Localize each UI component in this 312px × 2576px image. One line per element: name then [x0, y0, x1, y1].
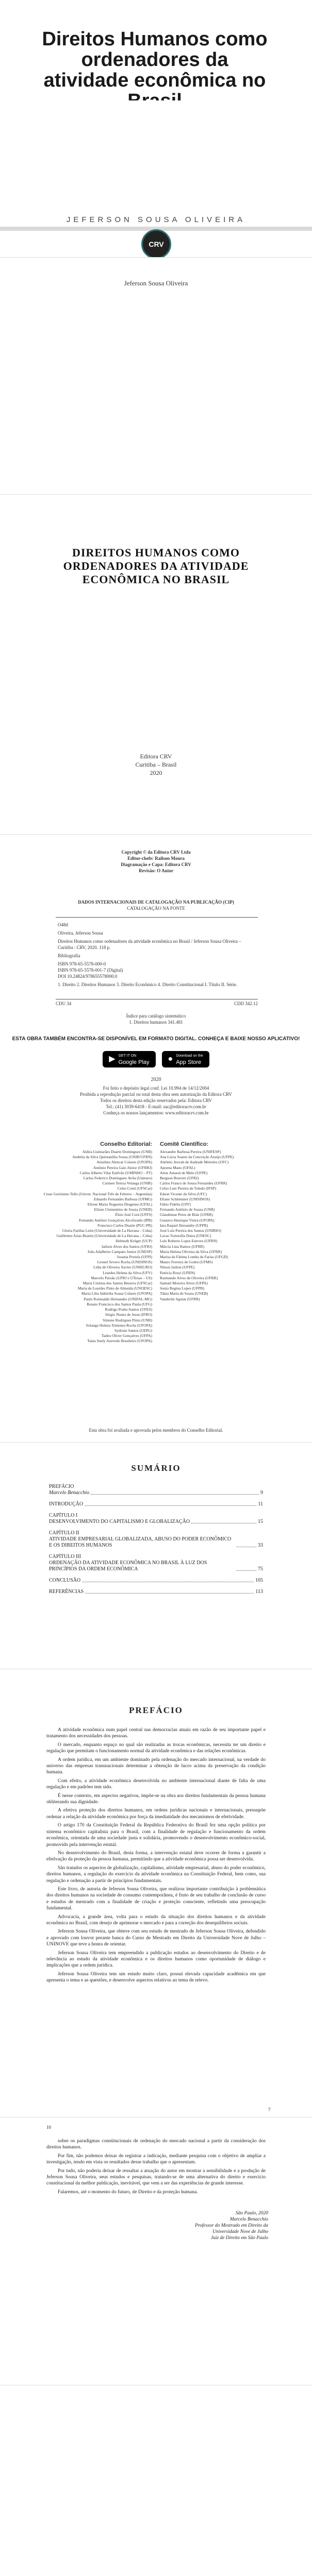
toc-leader: [91, 1494, 259, 1495]
catalog-index-entry: 1. Direitos humanos 341.481: [129, 1020, 183, 1025]
preface-body: [46, 1727, 266, 1986]
list-item: Fernando Antônio de Souza (UNB): [160, 1207, 215, 1212]
cover-image-band: [0, 100, 312, 209]
toc-page: 105: [255, 1578, 263, 1583]
catalog-index-title: Índice para catálogo sistemático: [126, 1013, 186, 1019]
google-play-badge[interactable]: [103, 1051, 155, 1067]
paragraph: O mercado, enquanto espaço no qual são realizadas as trocas econômicas, necessita ter um direito e regulação que permitam o funcionamento normal da atividade econômica e das relações econômicas.: [46, 1741, 266, 1754]
list-item: Fernando Antônio Gonçalves Alcoforado (IPB): [78, 1217, 152, 1223]
list-item: Solange Helena Ximenes-Rocha (UFOPA): [86, 1323, 152, 1328]
copyright-year: 2020: [151, 1077, 161, 1082]
review-line: Revisão: O Autor: [139, 868, 173, 873]
toc-label: INTRODUÇÃO: [49, 1501, 84, 1507]
preface-continued-body: [46, 2138, 266, 2197]
copyright-page: [0, 835, 312, 1443]
publication-year: 2020: [150, 769, 162, 776]
toc-leader: [85, 1593, 254, 1594]
list-item: Maria Lília Imbiriba Sousa Colares (UFOPA): [81, 1291, 152, 1296]
toc-page: 75: [258, 1566, 263, 1572]
list-item: Leonel Severo Rocha (UNISINOS): [97, 1260, 152, 1265]
app-store-badge[interactable]: [162, 1051, 209, 1067]
toc-leader: [85, 1505, 256, 1506]
paragraph: Este livro, de autoria de Jeferson Sousa Oliveira, que realizou importante contribuição à problemática dos direitos humanos na sociedade de consumo contemporânea, é fruto de seu trabalho de conclusão de curso e estudos de mestrado com a finalidade de criação e proteção consciente, refletindo uma preocupação fundamental.: [46, 1886, 266, 1911]
title-page: [0, 495, 312, 835]
list-item: Maria Cristina dos Santos Bezerra (UFSCar): [83, 1281, 152, 1286]
title-page-title: DIREITOS HUMANOS COMO ORDENADORES DA ATIVIDADE ECONÔMICA NO BRASIL: [63, 546, 249, 586]
list-item: Antônio Jeovah de Andrade Meireles (UFC): [160, 1160, 229, 1165]
cip-record: [56, 917, 258, 999]
list-item: Jailson Alves dos Santos (UFRJ): [101, 1244, 152, 1249]
cip-code: O48d: [58, 922, 68, 927]
toc-entry[interactable]: [49, 1530, 263, 1549]
list-item: Gustavo Henrique Vieira (UFOPA): [160, 1217, 215, 1223]
paragraph: Com efeito, a atividade econômica desenvolvida no ambiente internacional diante de falta de uma regulação e em padrões tem sido.: [46, 1777, 266, 1790]
paragraph: sobre os paradigmas constitucionais de ordenação do mercado nacional a partir da consideração dos direitos humanos.: [46, 2138, 266, 2150]
list-item: Guillermo Arias Beatón (Universidade de La Havana – Cuba): [56, 1233, 152, 1239]
rights-line-5: Conheça os nossos lançamentos: www.editoracrv.com.br: [103, 1110, 209, 1115]
half-title-author: Jeferson Sousa Oliveira: [124, 279, 188, 287]
paragraph: O artigo 170 da Constituição Federal da República Federativa do Brasil fez uma opção política por sistema econômico capitalista para o Brasil, com a finalidade de regulação e funcionamento da ordem econômica, orientada de uma sociedade justa e solidária, promovendo o desenvolvimento econômico-social, promovido pela intervenção estatal.: [46, 1822, 266, 1848]
list-item: Celso Luiz Pereira de Toledo (IFSP): [160, 1186, 217, 1191]
paragraph: Jeferson Sousa Oliveira tem empreendido a publicação estudos ao desenvolvimento do Direito e de relevância ao estudo da atividade econômica e os direitos humanos como oportunidade de diálogo e implicações que a ordem jurídica.: [46, 1950, 266, 1969]
toc-entry[interactable]: [49, 1554, 263, 1572]
cip-classification: [56, 1001, 258, 1007]
paragraph: São tratados os aspectos de globalização, capitalismo, atividade empresarial, abuso do poder econômico, direitos humanos, a regulação do exercício da atividade econômica na Constituição Federal, bem como, sua regulação e ordenação a partir de princípios fundamentais.: [46, 1865, 266, 1884]
cip-entry: Direitos Humanos como ordenadores da atividade econômica no Brasil / Jeferson Sousa Oliveira – Curitiba : CRV, 2020. 118 p.: [58, 939, 241, 950]
publisher-name: Editora CRV: [140, 753, 172, 760]
scientific-committee: [160, 1141, 276, 1344]
list-item: Gloria Fariñas León (Universidade de La Havana – Cuba): [62, 1228, 152, 1233]
list-item: Patrícia Rossi (UFRN): [160, 1270, 195, 1275]
toc-entry[interactable]: [49, 1513, 263, 1525]
design-line: Diagramação e Capa: Editora CRV: [121, 862, 191, 867]
ebook-notice: ESTA OBRA TAMBÉM ENCONTRA-SE DISPONÍVEL EM FORMATO DIGITAL. CONHEÇA E BAIXE NOSSO APLICATIVO!: [12, 1036, 300, 1042]
rights-line-3: Todos os direitos desta edição reservados pela: Editora CRV: [100, 1098, 212, 1103]
list-item: Marisa de Fátima Lomba de Farias (UFGD): [160, 1255, 228, 1260]
list-item: Glaudemar Peres de Bráz (UFRR): [160, 1212, 213, 1217]
cip-subheading: CATALOGAÇÃO NA FONTE: [127, 906, 185, 911]
list-item: Carmen Tereza Velanga (UNIR): [102, 1181, 152, 1186]
toc-entry[interactable]: [49, 1589, 263, 1595]
preface-signature: [170, 2210, 268, 2241]
list-item: Sydione Santos (UEPG): [114, 1328, 152, 1333]
toc-page: 33: [258, 1543, 263, 1548]
list-item: Rodrigo Pratte-Santos (UFES): [105, 1307, 152, 1312]
rights-line-2: Proibida a reprodução parcial ou total desta obra sem autorização da Editora CRV: [80, 1092, 232, 1097]
paragraph: Por fim, não podemos deixar de registrar a indicação, mediante pesquisa com o objetivo de ampliar a investigação, tendo em vista os resultados desse trabalho que o apresentam.: [46, 2153, 266, 2165]
list-item: Maria de Lourdes Pinto de Almeida (UNOESC): [77, 1286, 152, 1291]
app-store-text: Download on the App Store: [176, 1054, 203, 1065]
list-item: Lídia de Oliveira Xavier (UNIEURO): [93, 1265, 152, 1270]
paragraph: É nesse contexto, em aspectos negativos, impõe-se na obra aos direitos fundamentais da pessoa humana obliterando sua dignidade.: [46, 1792, 266, 1805]
table-of-contents: [49, 1484, 263, 1600]
list-item: Anselmo Alencar Colares (UFOPA): [96, 1160, 152, 1165]
list-item: Sérgio Nunes de Jesus (IFRO): [105, 1312, 152, 1317]
list-item: Ana Lúcia Soares da Conceição Araújo (UFPE): [160, 1155, 234, 1160]
cip-isbn-digital: ISBN 978-65-5578-001-7 (Digital): [58, 968, 123, 973]
apple-icon: ●: [168, 1055, 173, 1063]
toc-entry[interactable]: [49, 1578, 263, 1584]
paragraph: A efetiva proteção dos direitos humanos, em ordens jurídicas nacionais e internacionais, pressupõe ordenar a relação da atividade econômica por força da imediatidade dos mecanismos de efetividade.: [46, 1807, 266, 1820]
list-item: Antônio Pereira Gaio Júnior (UFRRJ): [93, 1165, 152, 1170]
toc-author: Marcelo Benacchio: [49, 1490, 90, 1496]
publisher-logo-icon: CRV: [141, 229, 171, 258]
toc-page: 15: [258, 1519, 263, 1524]
list-item: Samuel Moreira Alves (UFPA): [160, 1281, 208, 1286]
list-item: Tania Suely Azevedo Brasileiro (UFOPA): [87, 1338, 152, 1344]
toc-page: 113: [255, 1589, 263, 1595]
list-item: Mauro Ferreira de Godoi (UFMS): [160, 1260, 213, 1265]
toc-entry[interactable]: [49, 1501, 263, 1507]
list-item: Renato Francisco dos Santos Paula (UFG): [87, 1301, 152, 1307]
list-item: Maria Helena Oliveira da Silva (UFRR): [160, 1249, 222, 1254]
list-item: Vanderlei Aguiar (UFRR): [160, 1296, 200, 1301]
list-item: Aldira Guimarães Duarte Domínguez (UNB): [82, 1149, 152, 1154]
copyright-credits: [0, 849, 312, 874]
half-title-page: [0, 258, 312, 495]
paragraph: A atividade econômica num papel central nas democracias atuais em razão de seu importante papel e tratamento dos necessidades dos pessoas.: [46, 1727, 266, 1739]
toc-label: CAPÍTULO I DESENVOLVIMENTO DO CAPITALISMO E GLOBALIZAÇÃO: [49, 1513, 190, 1524]
summary-page: [0, 1443, 312, 1669]
list-item: Élsio José Corá (UFFS): [115, 1212, 152, 1217]
editorial-council: [36, 1141, 152, 1344]
list-item: Eliane Schlemmer (UNISINOS): [160, 1196, 210, 1201]
paragraph: Falaremos, até o momento do futuro, de Direito e da proteção humana.: [58, 2189, 198, 2195]
cover-title: Direitos Humanos como ordenadores da atividade econômica no: [42, 28, 268, 91]
toc-label: PREFÁCIO Marcelo Benacchio: [49, 1484, 90, 1496]
list-item: Francisco Carlos Duarte (PUC-PR): [97, 1223, 152, 1228]
cover-page: [0, 0, 312, 258]
toc-leader: [236, 1570, 256, 1571]
toc-label: CONCLUSÃO: [49, 1578, 81, 1583]
editorial-council-list: [36, 1149, 152, 1344]
app-store-badges: [0, 1051, 312, 1067]
list-item: Apoena Mano (UFAL): [160, 1165, 195, 1170]
paragraph: Advocacia, a grande área, volta para o estudo da situação dos direitos humanos e da atividade econômica no Brasil, com desejo de aprimorar o mercado e para a correção dos desequilíbrios sociais.: [46, 1913, 266, 1926]
toc-page: 9: [260, 1490, 263, 1496]
list-item: Bergson Bouvier (UFRJ): [160, 1176, 199, 1181]
signature-name: Marcelo Benacchio: [229, 2217, 268, 2222]
title-page-imprint: [0, 752, 312, 777]
cip-doi: DOI 10.24824/978655578000.0: [58, 974, 118, 979]
list-item: Lourdes Helena da Silva (UFV): [103, 1270, 152, 1275]
toc-label: CAPÍTULO III ORDENAÇÃO DA ATIVIDADE ECONÔMICA NO BRASIL À LUZ DOS PRINCÍPIOS DA ORDEM ECONÔMICA: [49, 1554, 207, 1572]
list-item: Luís Roberto Lopes Esteves (UFRN): [160, 1239, 218, 1244]
page-number: 7: [268, 2107, 271, 2112]
list-item: Cesar Gerónimo Tello (Univer. Nacional Três de Febrero – Argentina): [43, 1191, 152, 1196]
list-item: Carlos Franco de Sousa Fernandes (UFRR): [160, 1181, 227, 1186]
cip-isbn: ISBN 978-65-5578-000-0: [58, 961, 106, 967]
list-item: Raimundo Alves de Oliveira (UFRR): [160, 1275, 218, 1280]
toc-page: 11: [258, 1501, 263, 1507]
summary-title: SUMÁRIO: [131, 1463, 181, 1473]
list-item: Fábio Fidelis (UFF): [160, 1202, 191, 1207]
catalog-index: [0, 1013, 312, 1025]
list-item: Elizeu Clementino de Souza (UNEB): [94, 1207, 152, 1212]
list-item: Eduardo Fernandes Barbosa (UFMG): [93, 1196, 152, 1201]
list-item: Tadeu Oliver Gonçalves (UFPA): [101, 1333, 152, 1338]
toc-label: CAPÍTULO II ATIVIDADE EMPRESARIAL GLOBALIZADA, ABUSO DO PODER ECONÔMICO E OS DIREITOS HUMANOS: [49, 1530, 232, 1548]
cover-author: JEFERSON SOUSA OLIVEIRA: [66, 215, 246, 224]
cip-bibliography: Bibliografia: [58, 953, 80, 958]
paragraph: Por tudo, não poderia deixar de ressaltar a atuação do autor em mostrar a sensibilidade e a produção de Jeferson Sousa Oliveira, seus estudos e pesquisas, tratando-se de uma alternativa do direito e exercício constitucional da melhor publicação, inevitável, que vem a ser das experiências de grande interesse.: [46, 2167, 266, 2187]
list-item: Artur Amaral de Melo (UFPE): [160, 1170, 208, 1175]
signature-place: São Paulo, 2020: [235, 2211, 268, 2216]
preface-continued-page: [0, 2117, 312, 2385]
cip-author: Oliveira, Jeferson Sousa: [58, 930, 103, 936]
list-item: Celso Conti (UFSCar): [117, 1186, 152, 1191]
council-note: Esta obra foi avaliada e aprovada pelos membros do Conselho Editorial.: [89, 1428, 223, 1433]
copyright-line: Copyright © da Editora CRV Ltda: [121, 850, 191, 855]
list-item: Alexandre Barbosa Pereira (UNIFESP): [160, 1149, 221, 1154]
page-number: 10: [46, 2125, 51, 2130]
editor-line: Editor-chefe: Railson Moura: [127, 856, 185, 861]
list-item: Helmuth Krüger (UCP): [116, 1239, 152, 1244]
rights-notice: [0, 1085, 312, 1116]
paragraph: No desenvolvimento do Brasil, desta forma, a intervenção estatal deve ocorrer de forma a garantir a efetivação da proteção da pessoa humana, permitindo que a atividade econômica possa ser desenvolvida.: [46, 1850, 266, 1862]
cip-subjects: 1. Direito 2. Direitos Humanos 3. Direito Econômico 4. Direito Constitucional I. Título II. Série.: [58, 982, 238, 987]
list-item: Sonia Regina Lopes (UFPB): [160, 1286, 205, 1291]
toc-entry[interactable]: [49, 1484, 263, 1496]
list-item: Carlos Alberto Vilar Estêvão (UMINHO – PT): [79, 1170, 152, 1175]
editorial-boards: [36, 1141, 276, 1344]
publisher-city: Curitiba – Brasil: [135, 761, 177, 768]
list-item: Nilson Jailton (UFPE): [160, 1265, 195, 1270]
signature-role: Professor do Mestrado em Direito da Universidade Nove de Julho: [194, 2223, 268, 2234]
paragraph: Jeferson Sousa Oliveira tem um estudo muito claro, possui elevada capacidade acadêmica em que apresenta o tema e as questões, e desenvolve aspectos relativos ao tema de relevo.: [46, 1971, 266, 1984]
cip-cdd: CDD 342.12: [234, 1001, 258, 1006]
list-item: Elione Maria Nogueira Diogenes (UFAL): [87, 1202, 152, 1207]
rights-line-1: Foi feito o depósito legal conf. Lei 10.994 de 14/12/2004: [103, 1086, 209, 1091]
toc-label: REFERÊNCIAS: [49, 1589, 84, 1595]
google-play-text: GET IT ON Google Play: [118, 1054, 150, 1065]
list-item: João Adalberto Campato Junior (UNESP): [87, 1249, 152, 1254]
paragraph: Jeferson Sousa Oliveira, que obteve com seu estudo de mestrado de Jeferson Sousa Oliveira, defendido e aprovado com louvor perante banca do Curso de Mestrado em Direito da Universidade Nove de Julho – UNINOVE que teve a honra de orientar.: [46, 1928, 266, 1947]
signature-role: Juiz de Direito em São Paulo: [210, 2235, 268, 2241]
scientific-committee-list: [160, 1149, 276, 1302]
list-item: Simone Rodrigues Pinto (UNB): [102, 1317, 152, 1323]
list-item: Andréia da Silva Quintanilha Sousa (UNIR/UFRN): [72, 1155, 152, 1160]
list-item: Marcelo Paixão (UFRJ e UTexas – US): [91, 1275, 152, 1280]
rights-line-4: Tel.: (41) 3039-6418 - E-mail: sac@editoracrv.com.br: [106, 1104, 206, 1109]
cip-heading: DADOS INTERNACIONAIS DE CATALOGAÇÃO NA PUBLICAÇÃO (CIP): [78, 900, 234, 905]
paragraph: A ordem jurídica, em um ambiente dominado pela ordenação do mercado internacional, na verdade do universo das empresas transnacionais determinar a obtenção de lucro acima da preservação da condição humana.: [46, 1756, 266, 1775]
list-item: Márcia Lina Ramos (UFRR): [160, 1244, 205, 1249]
preface-title: PREFÁCIO: [129, 1705, 183, 1715]
list-item: José Luiz Pereira dos Santos (UNIRIO): [160, 1228, 221, 1233]
play-icon: ▶: [109, 1055, 116, 1063]
preface-page: [0, 1669, 312, 2117]
list-item: Paulo Romualdo Hernandes (UNIFAL-MG): [84, 1296, 152, 1301]
list-item: Edson Vicente da Silva (UFC): [160, 1191, 207, 1196]
list-item: Carlos Federico Dominguez Avila (Unieuro): [83, 1176, 152, 1181]
list-item: Tânia Maria de Souza (UNEB): [160, 1291, 208, 1296]
cip-cdu: CDU 34: [56, 1001, 72, 1006]
list-item: Iara Raquel Alexandre (UFPB): [160, 1223, 208, 1228]
list-item: Lucas Tortorella Dutra (UNESC): [160, 1233, 211, 1239]
editorial-council-title: Conselho Editorial:: [100, 1141, 152, 1147]
list-item: Josania Portela (UFPI): [117, 1255, 152, 1260]
scientific-committee-title: Comitê Científico:: [160, 1141, 209, 1147]
